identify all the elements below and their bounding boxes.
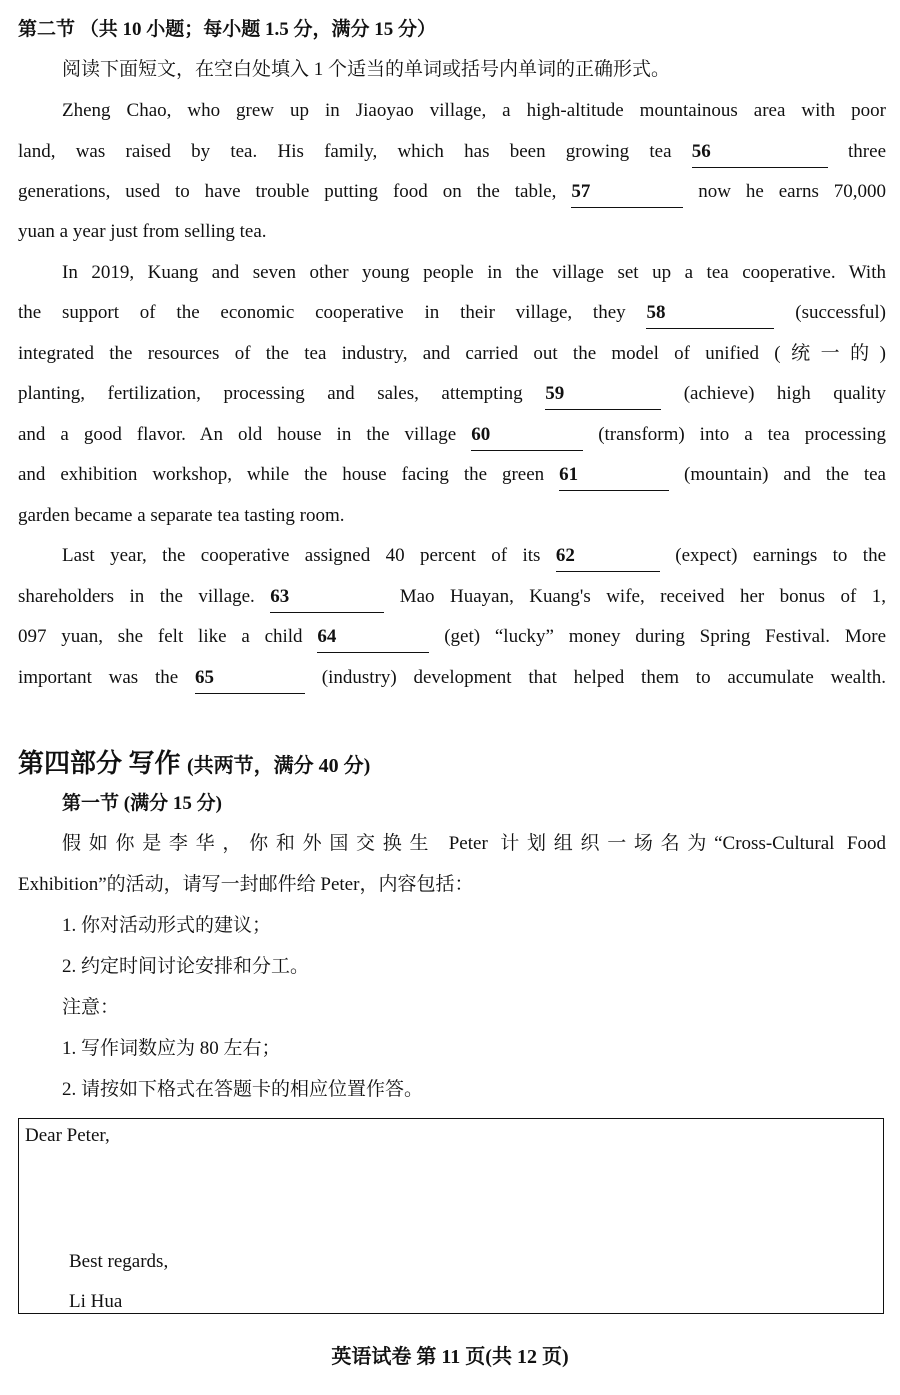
note-item: 2. 请按如下格式在答题卡的相应位置作答。 bbox=[62, 1079, 424, 1100]
passage-text: and exhibition workshop, while the house facing the green bbox=[18, 464, 545, 485]
section-instruction: 阅读下面短文，在空白处填入 1 个适当的单词或括号内单词的正确形式。 bbox=[62, 59, 671, 80]
part-heading bbox=[18, 744, 886, 784]
passage-line bbox=[18, 172, 886, 212]
note-item: 1. 写作词数应为 80 左右； bbox=[62, 1038, 281, 1059]
part-heading-note: (共两节，满分 40 分) bbox=[187, 755, 371, 777]
passage-text: shareholders in the village. bbox=[18, 586, 255, 607]
passage-line bbox=[18, 293, 886, 333]
passage-text: the support of the economic cooperative in their village, they bbox=[18, 302, 626, 323]
note-label: 注意： bbox=[62, 997, 120, 1018]
passage-text: generations, used to have trouble putting food on the table, bbox=[18, 181, 557, 202]
passage-text: land, was raised by tea. His family, which has been growing tea bbox=[18, 141, 672, 162]
blank-59[interactable]: 59 bbox=[545, 379, 661, 410]
passage-text: planting, fertilization, processing and sales, attempting bbox=[18, 383, 523, 404]
letter-signature: Li Hua bbox=[69, 1291, 123, 1312]
prompt-line: 假如你是李华，你和外国交换生 Peter 计划组织一场名为“Cross-Cultural Food bbox=[62, 833, 886, 854]
passage-line bbox=[18, 577, 886, 617]
part-heading-title: 第四部分 写作 bbox=[18, 749, 181, 778]
passage-text: 097 yuan, she felt like a child bbox=[18, 626, 303, 647]
passage-text: (mountain) and the tea bbox=[684, 464, 886, 485]
passage-line bbox=[18, 617, 886, 657]
passage-line bbox=[18, 374, 886, 414]
blank-64[interactable]: 64 bbox=[317, 622, 429, 653]
passage-text: now he earns 70,000 bbox=[698, 181, 887, 202]
page-footer: 英语试卷 第 11 页(共 12 页) bbox=[331, 1346, 569, 1368]
blank-60[interactable]: 60 bbox=[471, 420, 583, 451]
passage-text: (get) “lucky” money during Spring Festival. More bbox=[444, 626, 887, 647]
passage-text: important was the bbox=[18, 667, 179, 688]
passage-text: (expect) earnings to the bbox=[675, 545, 887, 566]
prompt-item: 1. 你对活动形式的建议； bbox=[62, 915, 272, 936]
passage-text: (industry) development that helped them to accumulate wealth. bbox=[321, 667, 887, 688]
prompt-item: 2. 约定时间讨论安排和分工。 bbox=[62, 956, 310, 977]
subsection-heading: 第一节 (满分 15 分) bbox=[62, 793, 222, 814]
passage-line: garden became a separate tea tasting room. bbox=[18, 505, 345, 526]
prompt-line: Exhibition”的活动，请写一封邮件给 Peter，内容包括： bbox=[18, 874, 474, 895]
passage-text: Mao Huayan, Kuang's wife, received her bonus of 1, bbox=[399, 586, 887, 607]
passage-line bbox=[18, 415, 886, 455]
letter-greeting: Dear Peter, bbox=[25, 1125, 110, 1146]
passage-line bbox=[18, 455, 886, 495]
passage-line bbox=[18, 132, 886, 172]
blank-65[interactable]: 65 bbox=[195, 663, 305, 694]
passage-text: Last year, the cooperative assigned 40 percent of its bbox=[62, 545, 541, 566]
passage-line: In 2019, Kuang and seven other young people in the village set up a tea cooperative. With bbox=[62, 262, 886, 283]
blank-63[interactable]: 63 bbox=[270, 582, 384, 613]
letter-format-box bbox=[18, 1118, 884, 1314]
passage-line bbox=[18, 658, 886, 698]
section-heading: 第二节 （共 10 小题；每小题 1.5 分，满分 15 分） bbox=[18, 19, 437, 40]
passage-line: yuan a year just from selling tea. bbox=[18, 221, 267, 242]
blank-56[interactable]: 56 bbox=[692, 137, 828, 168]
passage-text: three bbox=[848, 141, 887, 162]
passage-line bbox=[18, 536, 886, 576]
passage-line: Zheng Chao, who grew up in Jiaoyao village, a high-altitude mountainous area with poor bbox=[62, 100, 886, 121]
blank-58[interactable]: 58 bbox=[646, 298, 774, 329]
passage-text: (transform) into a tea processing bbox=[598, 424, 887, 445]
blank-61[interactable]: 61 bbox=[559, 460, 669, 491]
blank-57[interactable]: 57 bbox=[571, 177, 683, 208]
passage-text: and a good flavor. An old house in the village bbox=[18, 424, 457, 445]
passage-text: (achieve) high quality bbox=[683, 383, 887, 404]
passage-text: (successful) bbox=[795, 302, 886, 323]
letter-closing: Best regards, bbox=[69, 1251, 169, 1272]
passage-line: integrated the resources of the tea industry, and carried out the model of unified (统一的) bbox=[18, 343, 886, 364]
blank-62[interactable]: 62 bbox=[556, 541, 660, 572]
